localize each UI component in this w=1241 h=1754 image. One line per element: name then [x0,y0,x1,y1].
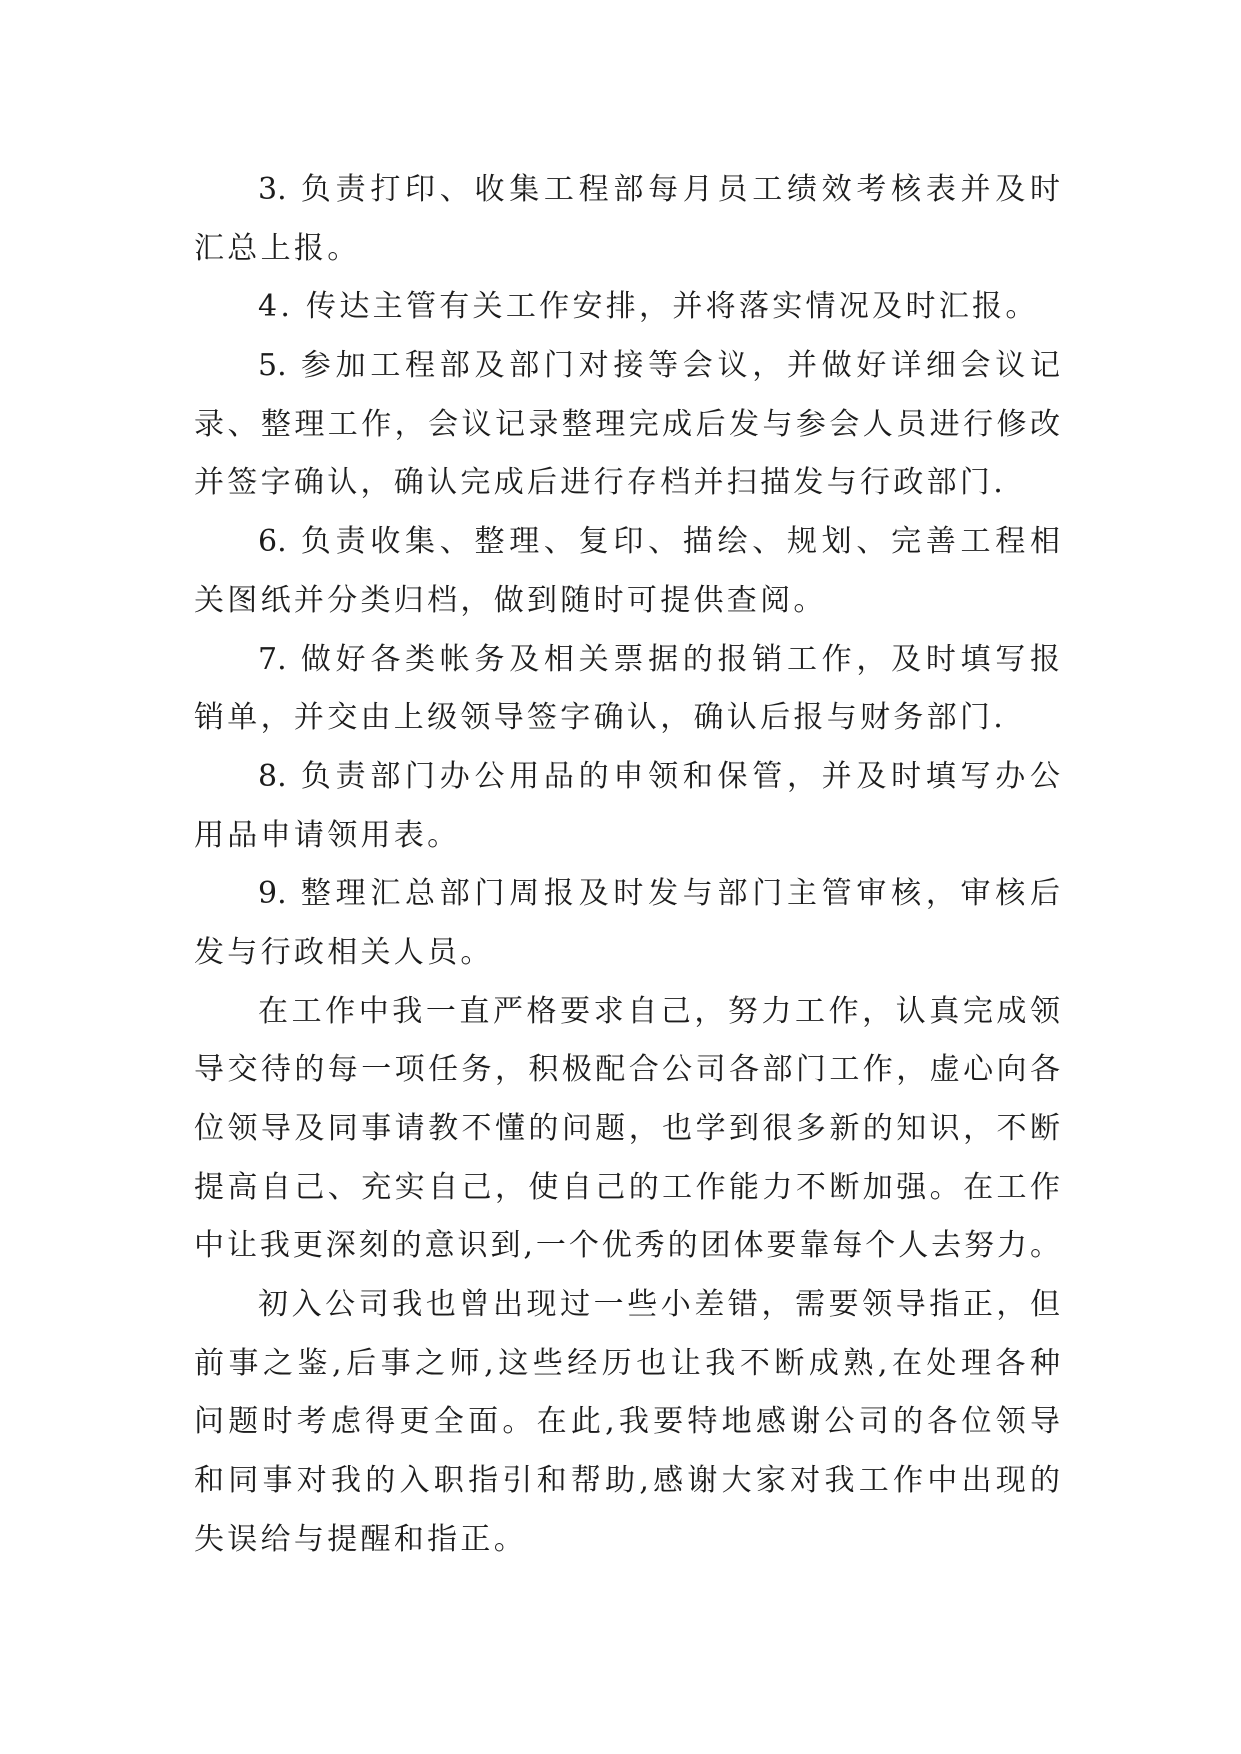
text-line: 导交待的每一项任务，积极配合公司各部门工作，虚心向各 [194,1052,1060,1088]
text-line: 失误给与提醒和指正。 [194,1521,527,1557]
text-line: 录、整理工作，会议记录整理完成后发与参会人员进行修改 [194,406,1060,442]
document-body [194,161,1060,1570]
text-line: 中让我更深刻的意识到,一个优秀的团体要靠每个人去努力。 [194,1228,1060,1264]
paragraph-work-attitude [194,983,1060,1276]
text-line: 8. 负责部门办公用品的申领和保管，并及时填写办公 [258,758,1060,794]
text-line: 和同事对我的入职指引和帮助,感谢大家对我工作中出现的 [194,1463,1060,1499]
text-line: 9. 整理汇总部门周报及时发与部门主管审核，审核后 [258,876,1060,912]
text-line: 7. 做好各类帐务及相关票据的报销工作，及时填写报 [258,641,1060,677]
paragraph-thanks [194,1276,1060,1569]
text-line: 3. 负责打印、收集工程部每月员工绩效考核表并及时 [258,172,1060,207]
text-line: 提高自己、充实自己，使自己的工作能力不断加强。在工作 [194,1169,1060,1205]
text-line: 初入公司我也曾出现过一些小差错，需要领导指正，但 [258,1287,1060,1323]
paragraph-item-7 [194,631,1060,748]
paragraph-item-4 [194,278,1060,337]
text-line: 并签字确认，确认完成后进行存档并扫描发与行政部门. [194,465,1007,501]
text-line: 在工作中我一直严格要求自己，努力工作，认真完成领 [258,993,1060,1029]
paragraph-item-9 [194,865,1060,982]
text-line: 位领导及同事请教不懂的问题，也学到很多新的知识，不断 [194,1111,1060,1146]
paragraph-item-6 [194,513,1060,630]
paragraph-item-5 [194,337,1060,513]
text-line: 用品申请领用表。 [194,817,461,853]
text-line: 问题时考虑得更全面。在此,我要特地感谢公司的各位领导 [194,1404,1060,1440]
text-line: 5. 参加工程部及部门对接等会议，并做好详细会议记 [258,348,1060,384]
text-line: 发与行政相关人员。 [194,934,494,970]
text-line: 6. 负责收集、整理、复印、描绘、规划、完善工程相 [258,524,1060,560]
text-line: 销单，并交由上级领导签字确认，确认后报与财务部门. [194,700,1007,736]
text-line: 汇总上报。 [194,230,361,266]
text-line: 前事之鉴,后事之师,这些经历也让我不断成熟,在处理各种 [194,1345,1060,1381]
text-line: 4. 传达主管有关工作安排，并将落实情况及时汇报。 [258,289,1039,325]
paragraph-item-8 [194,748,1060,865]
paragraph-item-3 [194,161,1060,278]
text-line: 关图纸并分类归档，做到随时可提供查阅。 [194,582,827,618]
